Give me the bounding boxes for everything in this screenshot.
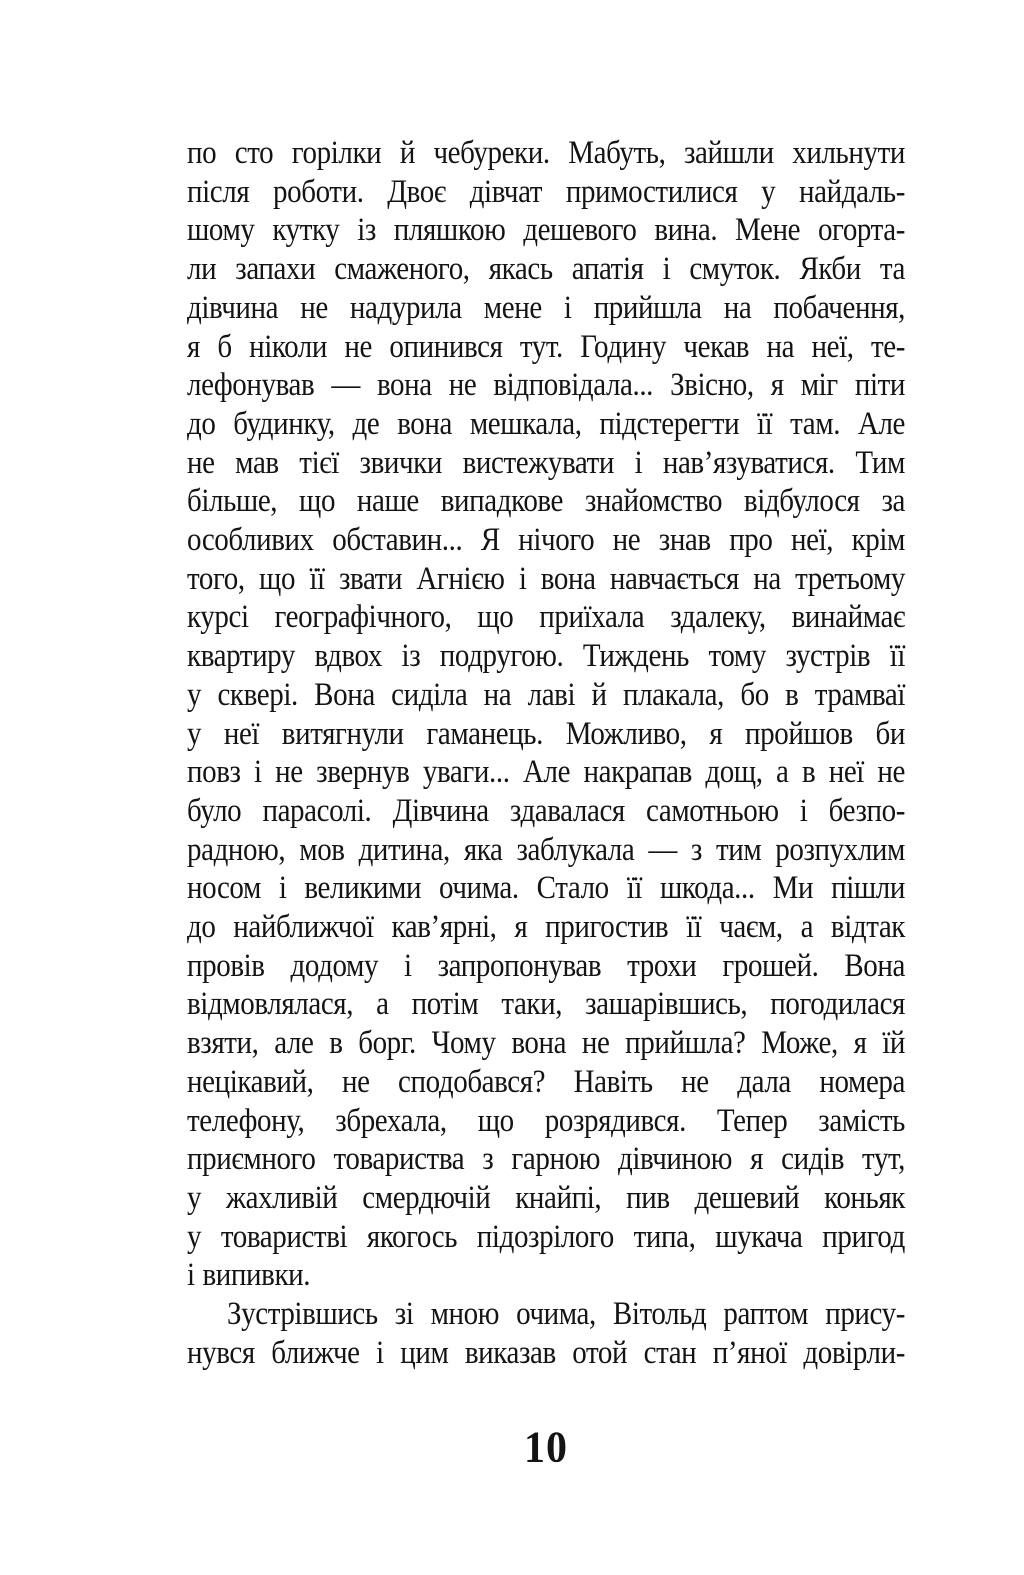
text-line: радною, мов дитина, яка заблукала — з тим розпухлим	[187, 831, 905, 868]
text-line: нецікавий, не сподобався? Навіть не дала номера	[187, 1063, 905, 1100]
text-line: нувся ближче і цим виказав отой стан п’яної довірли-	[187, 1334, 905, 1371]
text-line: лефонував — вона не відповідала... Звісно, я міг піти	[187, 367, 905, 404]
text-line: у сквері. Вона сиділа на лаві й плакала, бо в трамваї	[187, 676, 905, 713]
text-block	[187, 134, 905, 1373]
text-line: курсі географічного, що приїхала здалеку, винаймає	[187, 599, 905, 636]
text-line: телефону, збрехала, що розрядився. Тепер замість	[187, 1102, 905, 1139]
text-line: Зустрівшись зі мною очима, Вітольд раптом прису-	[227, 1296, 905, 1332]
text-line: дівчина не надурила мене і прийшла на побачення,	[187, 289, 905, 326]
text-line: квартиру вдвох із подругою. Тиждень тому зустрів її	[187, 638, 905, 675]
text-line: шому кутку із пляшкою дешевого вина. Мене огорта-	[187, 212, 905, 249]
text-line: більше, що наше випадкове знайомство відбулося за	[187, 483, 905, 520]
text-line: приємного товариства з гарною дівчиною я сидів тут,	[187, 1141, 905, 1178]
text-line: повз і не звернув уваги... Але накрапав дощ, а в неї не	[187, 754, 905, 791]
text-line: до найближчої кав’ярні, я пригостив її чаєм, а відтак	[187, 909, 905, 945]
text-line: у неї витягнули гаманець. Можливо, я пройшов би	[187, 715, 905, 752]
text-line: відмовлялася, а потім таки, зашарівшись, погодилася	[187, 986, 905, 1023]
text-line: я б ніколи не опинився тут. Годину чекав на неї, те-	[187, 328, 905, 365]
text-line: провів додому і запропонував трохи грошей. Вона	[187, 947, 905, 984]
text-line: особливих обставин... Я нічого не знав про неї, крім	[187, 522, 905, 558]
page-number: 10	[524, 1423, 568, 1473]
text-line: до будинку, де вона мешкала, підстерегти її там. Але	[187, 405, 905, 442]
text-line: носом і великими очима. Стало її шкода... Ми пішли	[187, 870, 905, 907]
text-line: після роботи. Двоє дівчат примостилися у найдаль-	[187, 173, 905, 210]
text-line: по сто горілки й чебуреки. Мабуть, зайшли хильнути	[187, 135, 905, 171]
text-line: і випивки.	[187, 1257, 311, 1294]
text-line: було парасолі. Дівчина здавалася самотньою і безпо-	[187, 792, 905, 829]
text-line: ли запахи смаженого, якась апатія і смуток. Якби та	[187, 251, 905, 287]
text-line: у жахливій смердючій кнайпі, пив дешевий коньяк	[187, 1180, 905, 1216]
text-line: взяти, але в борг. Чому вона не прийшла? Може, я їй	[187, 1025, 905, 1062]
text-line: у товаристві якогось підозрілого типа, шукача пригод	[187, 1218, 905, 1255]
text-line: того, що її звати Агнією і вона навчається на третьому	[187, 560, 905, 597]
text-line: не мав тієї звички вистежувати і нав’язуватися. Тим	[187, 444, 905, 481]
